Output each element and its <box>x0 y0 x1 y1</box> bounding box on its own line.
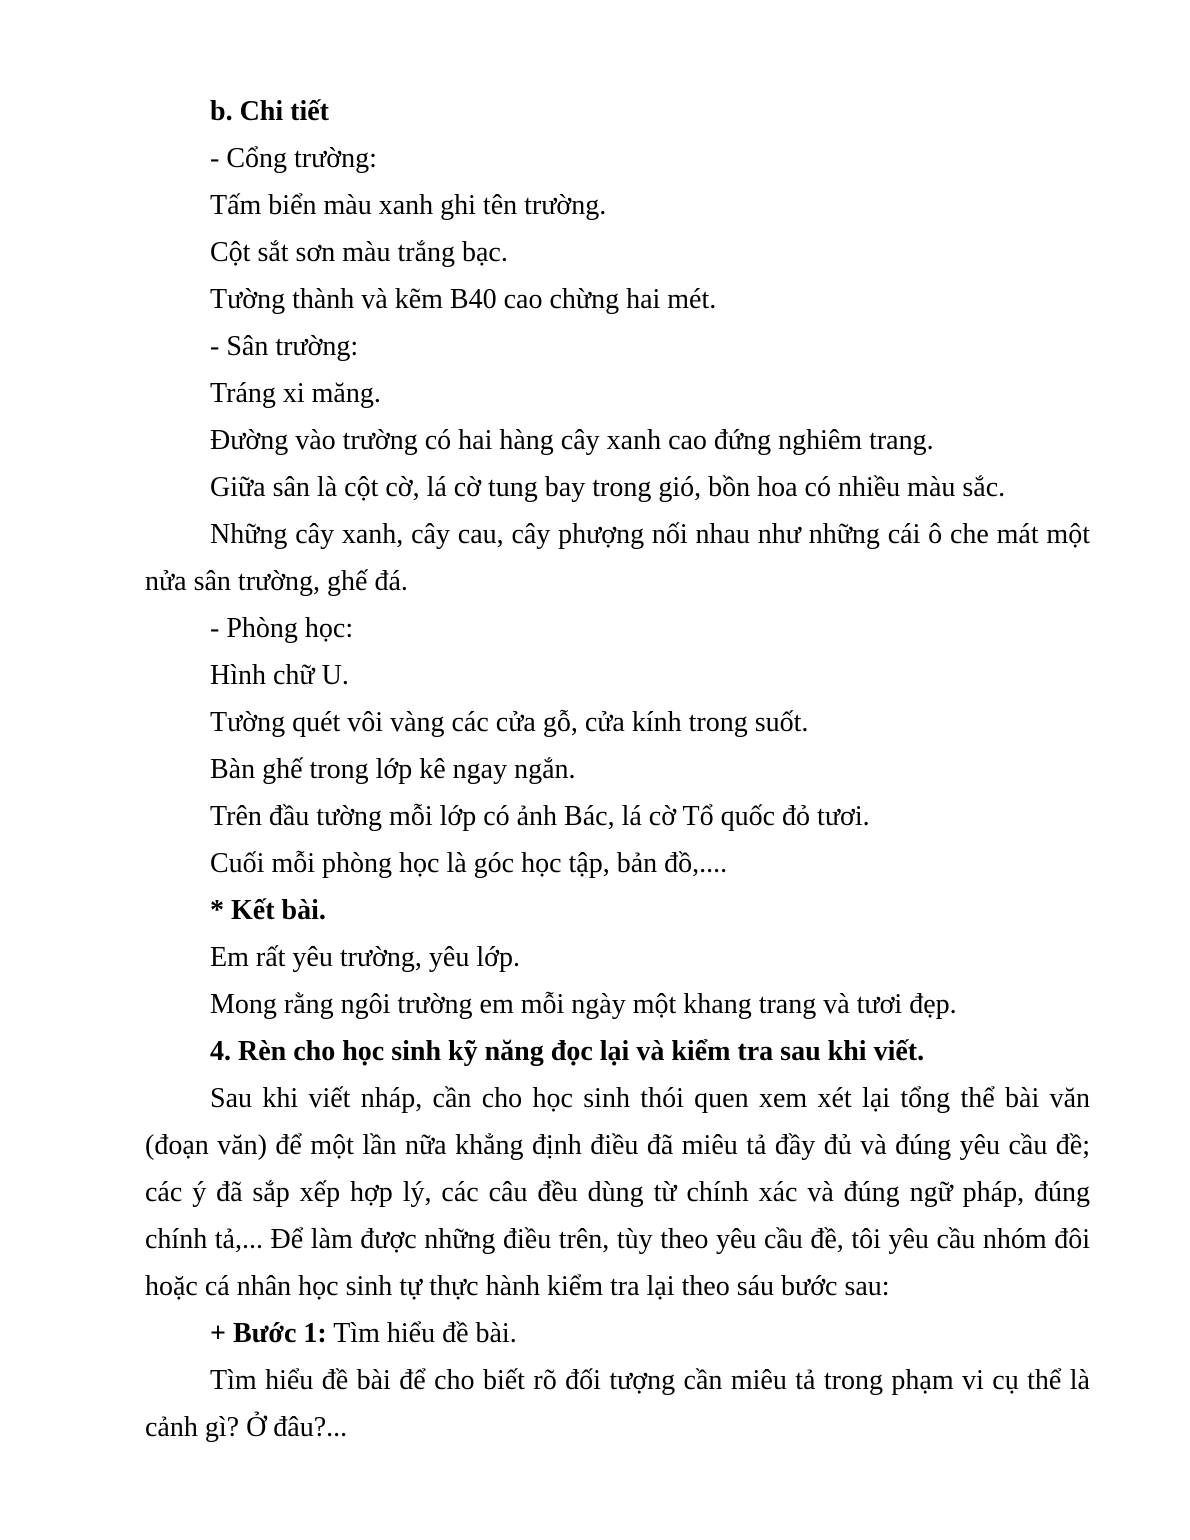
paragraph-text: - Cổng trường: <box>210 143 377 174</box>
paragraph <box>145 1357 1090 1451</box>
paragraph-text: - Sân trường: <box>210 331 359 362</box>
paragraph <box>145 276 1090 323</box>
paragraph <box>145 981 1090 1028</box>
heading-section-4 <box>145 1028 1090 1075</box>
paragraph <box>145 605 1090 652</box>
paragraph <box>145 323 1090 370</box>
paragraph-text: Mong rằng ngôi trường em mỗi ngày một khang trang và tươi đẹp. <box>210 989 957 1020</box>
paragraph-text: Tường thành và kẽm B40 cao chừng hai mét. <box>210 284 717 315</box>
heading-chi-tiet <box>145 88 1090 135</box>
paragraph-text: Tráng xi măng. <box>210 378 381 409</box>
heading-bold-text: b. Chi tiết <box>210 96 329 127</box>
heading-bold-text: 4. Rèn cho học sinh kỹ năng đọc lại và kiểm tra sau khi viết. <box>210 1036 925 1067</box>
heading-bold-text: * Kết bài. <box>210 895 326 926</box>
paragraph-text: Tìm hiểu đề bài. <box>326 1318 517 1349</box>
paragraph-buoc-1 <box>145 1310 1090 1357</box>
paragraph <box>145 1075 1090 1310</box>
paragraph-text: Cuối mỗi phòng học là góc học tập, bản đồ,.... <box>210 848 728 879</box>
paragraph <box>145 511 1090 605</box>
paragraph-text: Em rất yêu trường, yêu lớp. <box>210 942 520 973</box>
paragraph <box>145 652 1090 699</box>
paragraph <box>145 135 1090 182</box>
paragraph-text: Tìm hiểu đề bài để cho biết rõ đối tượng cần miêu tả trong phạm vi cụ thể là cảnh gì? Ở đâu?... <box>145 1365 1090 1443</box>
paragraph-text: Cột sắt sơn màu trắng bạc. <box>210 237 508 268</box>
paragraph-text: Bàn ghế trong lớp kê ngay ngắn. <box>210 754 576 785</box>
paragraph-text: Những cây xanh, cây cau, cây phượng nối nhau như những cái ô che mát một nửa sân trường, ghế đá. <box>145 519 1090 597</box>
paragraph <box>145 699 1090 746</box>
paragraph <box>145 793 1090 840</box>
paragraph <box>145 370 1090 417</box>
paragraph-text: Tường quét vôi vàng các cửa gỗ, cửa kính trong suốt. <box>210 707 809 738</box>
paragraph-text: Giữa sân là cột cờ, lá cờ tung bay trong gió, bồn hoa có nhiều màu sắc. <box>210 472 1006 503</box>
paragraph-text: Trên đầu tường mỗi lớp có ảnh Bác, lá cờ Tổ quốc đỏ tươi. <box>210 801 870 832</box>
heading-ket-bai <box>145 887 1090 934</box>
paragraph-text: Tấm biển màu xanh ghi tên trường. <box>210 190 607 221</box>
paragraph <box>145 182 1090 229</box>
paragraph-text: - Phòng học: <box>210 613 354 644</box>
paragraph-text: Sau khi viết nháp, cần cho học sinh thói quen xem xét lại tổng thể bài văn (đoạn văn) để một lần nữa khẳng định điều đã miêu tả đầy đủ và đúng yêu cầu đề; các ý đã sắp xếp hợp lý, các câu đều dùng từ chính xác và đúng ngữ pháp, đúng chính tả,... Để làm được những điều trên, tùy theo yêu cầu đề, tôi yêu cầu nhóm đôi hoặc cá nhân học sinh tự thực hành kiểm tra lại theo sáu bước sau: <box>145 1083 1090 1302</box>
paragraph-bold-text: + Bước 1: <box>210 1318 327 1349</box>
paragraph <box>145 229 1090 276</box>
paragraph <box>145 840 1090 887</box>
paragraph-text: Đường vào trường có hai hàng cây xanh cao đứng nghiêm trang. <box>210 425 934 456</box>
paragraph <box>145 417 1090 464</box>
paragraph <box>145 934 1090 981</box>
paragraph <box>145 464 1090 511</box>
paragraph <box>145 746 1090 793</box>
paragraph-text: Hình chữ U. <box>210 660 349 691</box>
